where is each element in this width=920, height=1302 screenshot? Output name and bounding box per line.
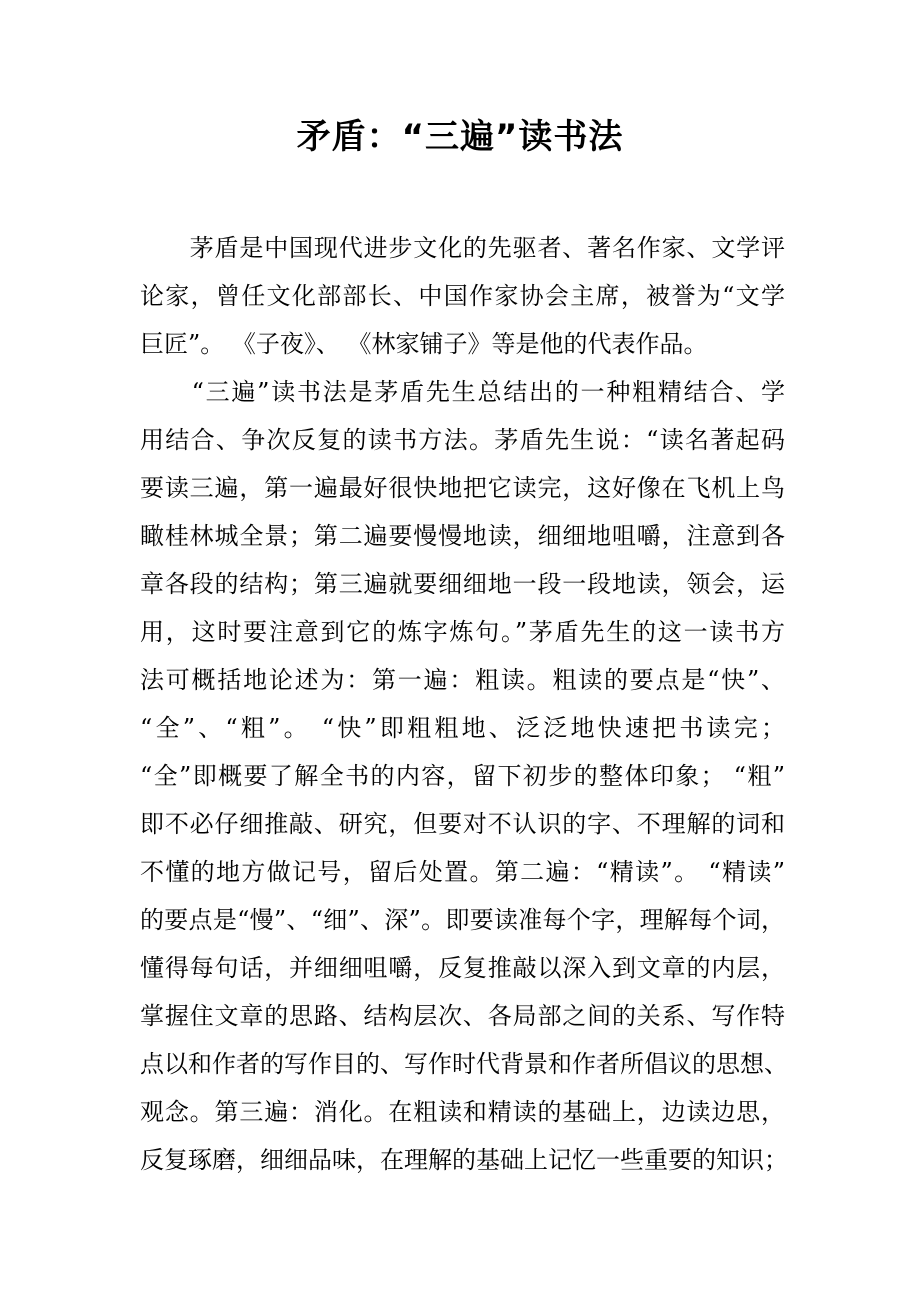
text-line: 论家，曾任文化部部长、中国作家协会主席，被誉为“文学 [140,282,785,310]
text-line: 瞰桂林城全景；第二遍要慢慢地读，细细地咀嚼，注意到各 [140,522,785,550]
text-line: 即不必仔细推敲、研究，但要对不认识的字、不理解的词和 [140,810,785,838]
text-line: 法可概括地论述为：第一遍：粗读。粗读的要点是“快”、 [140,666,785,694]
text-line: 用，这时要注意到它的炼字炼句。”茅盾先生的这一读书方 [140,618,785,646]
document-title: 矛盾：“三遍”读书法 [296,117,624,157]
text-line: 懂得每句话，并细细咀嚼，反复推敲以深入到文章的内层， [140,954,785,982]
text-line: 观念。第三遍：消化。在粗读和精读的基础上，边读边思， [140,1098,785,1126]
text-line: “三遍”读书法是茅盾先生总结出的一种粗精结合、学 [191,378,785,406]
text-line: 的要点是“慢”、“细”、深”。即要读准每个字，理解每个词， [140,906,785,934]
text-line: 反复琢磨，细细品味，在理解的基础上记忆一些重要的知识； [140,1146,788,1174]
text-line: 章各段的结构；第三遍就要细细地一段一段地读，领会，运 [140,570,785,598]
document-body [140,224,788,1184]
paragraph-intro [140,224,785,368]
text-line: 掌握住文章的思路、结构层次、各局部之间的关系、写作特 [140,1002,785,1030]
text-line: “全”即概要了解全书的内容，留下初步的整体印象； “粗” [140,762,785,790]
paragraph-method [140,368,788,1184]
text-line: 用结合、争次反复的读书方法。茅盾先生说：“读名著起码 [140,426,785,454]
text-line: 点以和作者的写作目的、写作时代背景和作者所倡议的思想、 [140,1050,788,1078]
text-line: “全”、“粗”。 “快”即粗粗地、泛泛地快速把书读完； [140,714,785,742]
text-line: 茅盾是中国现代进步文化的先驱者、著名作家、文学评 [189,234,786,262]
text-line: 不懂的地方做记号，留后处置。第二遍：“精读”。 “精读” [140,858,785,886]
text-line: 要读三遍，第一遍最好很快地把它读完，这好像在飞机上鸟 [140,474,785,502]
text-line: 巨匠”。 《子夜》、 《林家铺子》等是他的代表作品。 [140,330,708,358]
